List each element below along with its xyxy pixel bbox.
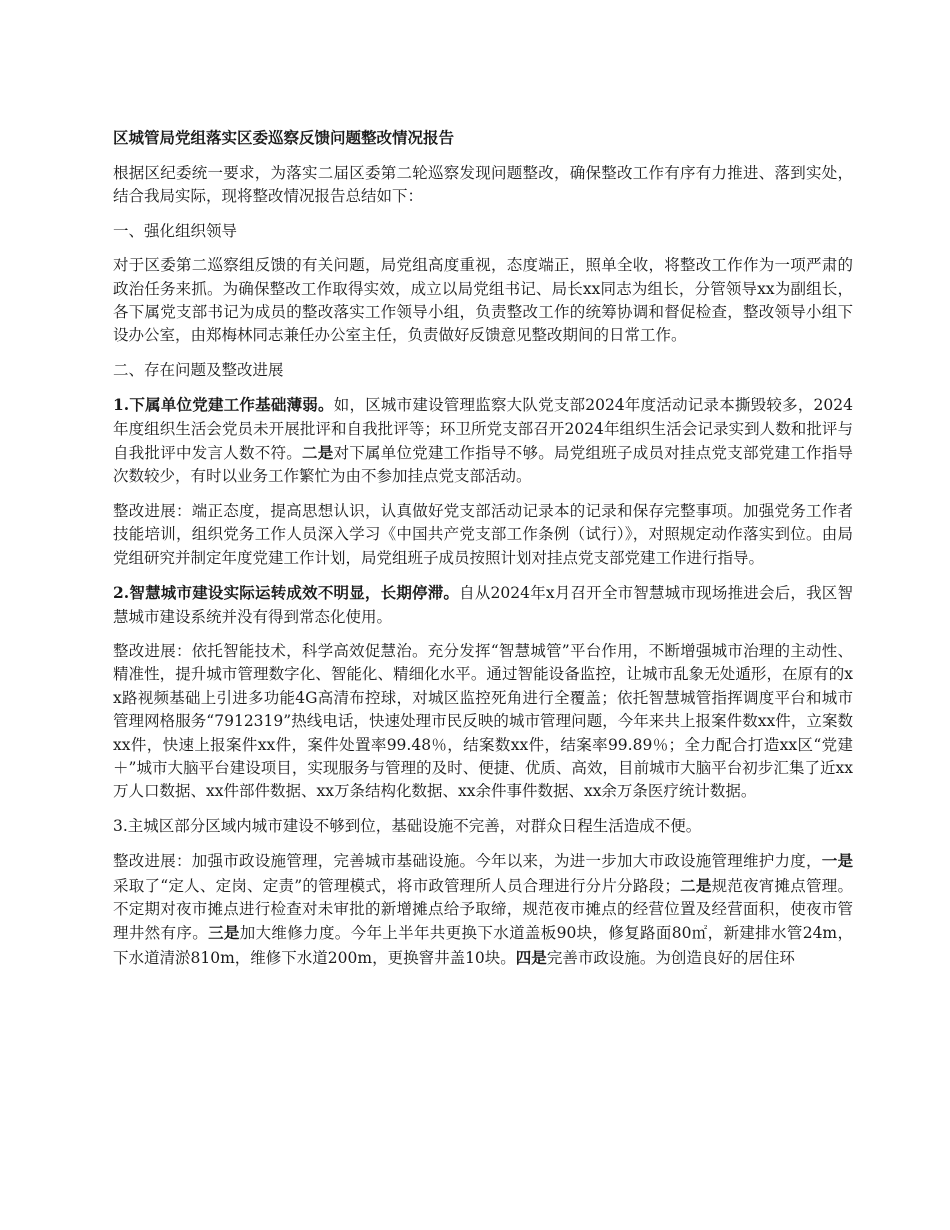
issue-3-text-3: 加大维修力度。今年上半年共更换下水道盖板90块，修复路面80㎡，新建排水管24m，下水道清淤810m，维修下水道200m，更换窨井盖10块。 (113, 924, 853, 967)
issue-3-progress (113, 849, 853, 970)
issue-3-text-4: 完善市政设施。为创造良好的居住环 (546, 948, 795, 967)
issue-3-mark-4: 四是 (515, 947, 547, 967)
issue-3-mark-2: 二是 (679, 875, 712, 895)
section-1-heading: 一、强化组织领导 (113, 221, 238, 240)
section-2-heading: 二、存在问题及整改进展 (113, 360, 284, 379)
issue-1-mark-2: 二是 (302, 443, 334, 463)
intro-paragraph: 根据区纪委统一要求，为落实二届区委第二轮巡察发现问题整改，确保整改工作有序有力推进、落到实处，结合我局实际，现将整改情况报告总结如下： (113, 164, 853, 206)
issue-3-text-1: 采取了“定人、定岗、定责”的管理模式，将市政管理所人员合理进行分片分路段； (113, 876, 680, 895)
issue-2-text: 自从2024年x月召开全市智慧城市现场推进会后，我区智慧城市建设系统并没有得到常态化使用。 (113, 584, 853, 626)
issue-2-paragraph (113, 581, 853, 629)
issue-3-mark-1: 一是 (821, 851, 853, 871)
issue-3-mark-3: 三是 (208, 923, 240, 943)
issue-1-lead: 1.下属单位党建工作基础薄弱。 (113, 395, 334, 415)
document-page (113, 126, 853, 981)
document-title: 区城管局党组落实区委巡察反馈问题整改情况报告 (113, 128, 455, 147)
issue-1-text-b: 对下属单位党建工作指导不够。局党组班子成员对挂点党支部党建工作指导次数较少，有时以业务工作繁忙为由不参加挂点党支部活动。 (113, 444, 853, 486)
issue-2-progress: 整改进展：依托智能技术，科学高效促慧治。充分发挥“智慧城管”平台作用，不断增强城市治理的主动性、精准性，提升城市管理数字化、智能化、精细化水平。通过智能设备监控，让城市乱象无处遁形，在原有的xx路视频基础上引进多功能4G高清布控球，对城区监控死角进行全覆盖；依托智慧城管指挥调度平台和城市管理网格服务“7912319”热线电话，快速处理市民反映的城市管理问题，今年来共上报案件数xx件，立案数xx件，快速上报案件xx件，案件处置率99.48％，结案数xx件，结案率99.89％；全力配合打造xx区“党建＋”城市大脑平台建设项目，实现服务与管理的及时、便捷、优质、高效，目前城市大脑平台初步汇集了近xx万人口数据、xx件部件数据、xx万条结构化数据、xx余件事件数据、xx余万条医疗统计数据。 (113, 641, 853, 801)
section-1-body: 对于区委第二巡察组反馈的有关问题，局党组高度重视，态度端正，照单全收，将整改工作作为一项严肃的政治任务来抓。为确保整改工作取得实效，成立以局党组书记、局长xx同志为组长，分管领导xx为副组长，各下属党支部书记为成员的整改落实工作领导小组，负责整改工作的统筹协调和督促检查，整改领导小组下设办公室，由郑梅林同志兼任办公室主任，负责做好反馈意见整改期间的日常工作。 (113, 256, 853, 345)
issue-1-text-a: 如，区城市建设管理监察大队党支部2024年度活动记录本撕毁较多，2024年度组织生活会党员未开展批评和自我批评等；环卫所党支部召开2024年组织生活会记录实到人数和批评与自我批评中发言人数不符。 (113, 396, 853, 463)
issue-3-paragraph: 3.主城区部分区域内城市建设不够到位，基础设施不完善，对群众日程生活造成不便。 (113, 816, 702, 835)
issue-2-lead: 2.智慧城市建设实际运转成效不明显，长期停滞。 (113, 583, 460, 603)
issue-1-paragraph (113, 393, 853, 489)
issue-1-progress: 整改进展：端正态度，提高思想认识，认真做好党支部活动记录本的记录和保存完整事项。加强党务工作者技能培训，组织党务工作人员深入学习《中国共产党支部工作条例（试行）》，对照规定动作落实到位。由局党组研究并制定年度党建工作计划，局党组班子成员按照计划对挂点党支部党建工作进行指导。 (113, 501, 853, 567)
issue-3-text-2: 规范夜宵摊点管理。不定期对夜市摊点进行检查对未审批的新增摊点给予取缔，规范夜市摊点的经营位置及经营面积，使夜市管理井然有序。 (113, 876, 853, 943)
issue-3-progress-intro: 整改进展：加强市政设施管理，完善城市基础设施。今年以来，为进一步加大市政设施管理维护力度， (113, 852, 822, 871)
